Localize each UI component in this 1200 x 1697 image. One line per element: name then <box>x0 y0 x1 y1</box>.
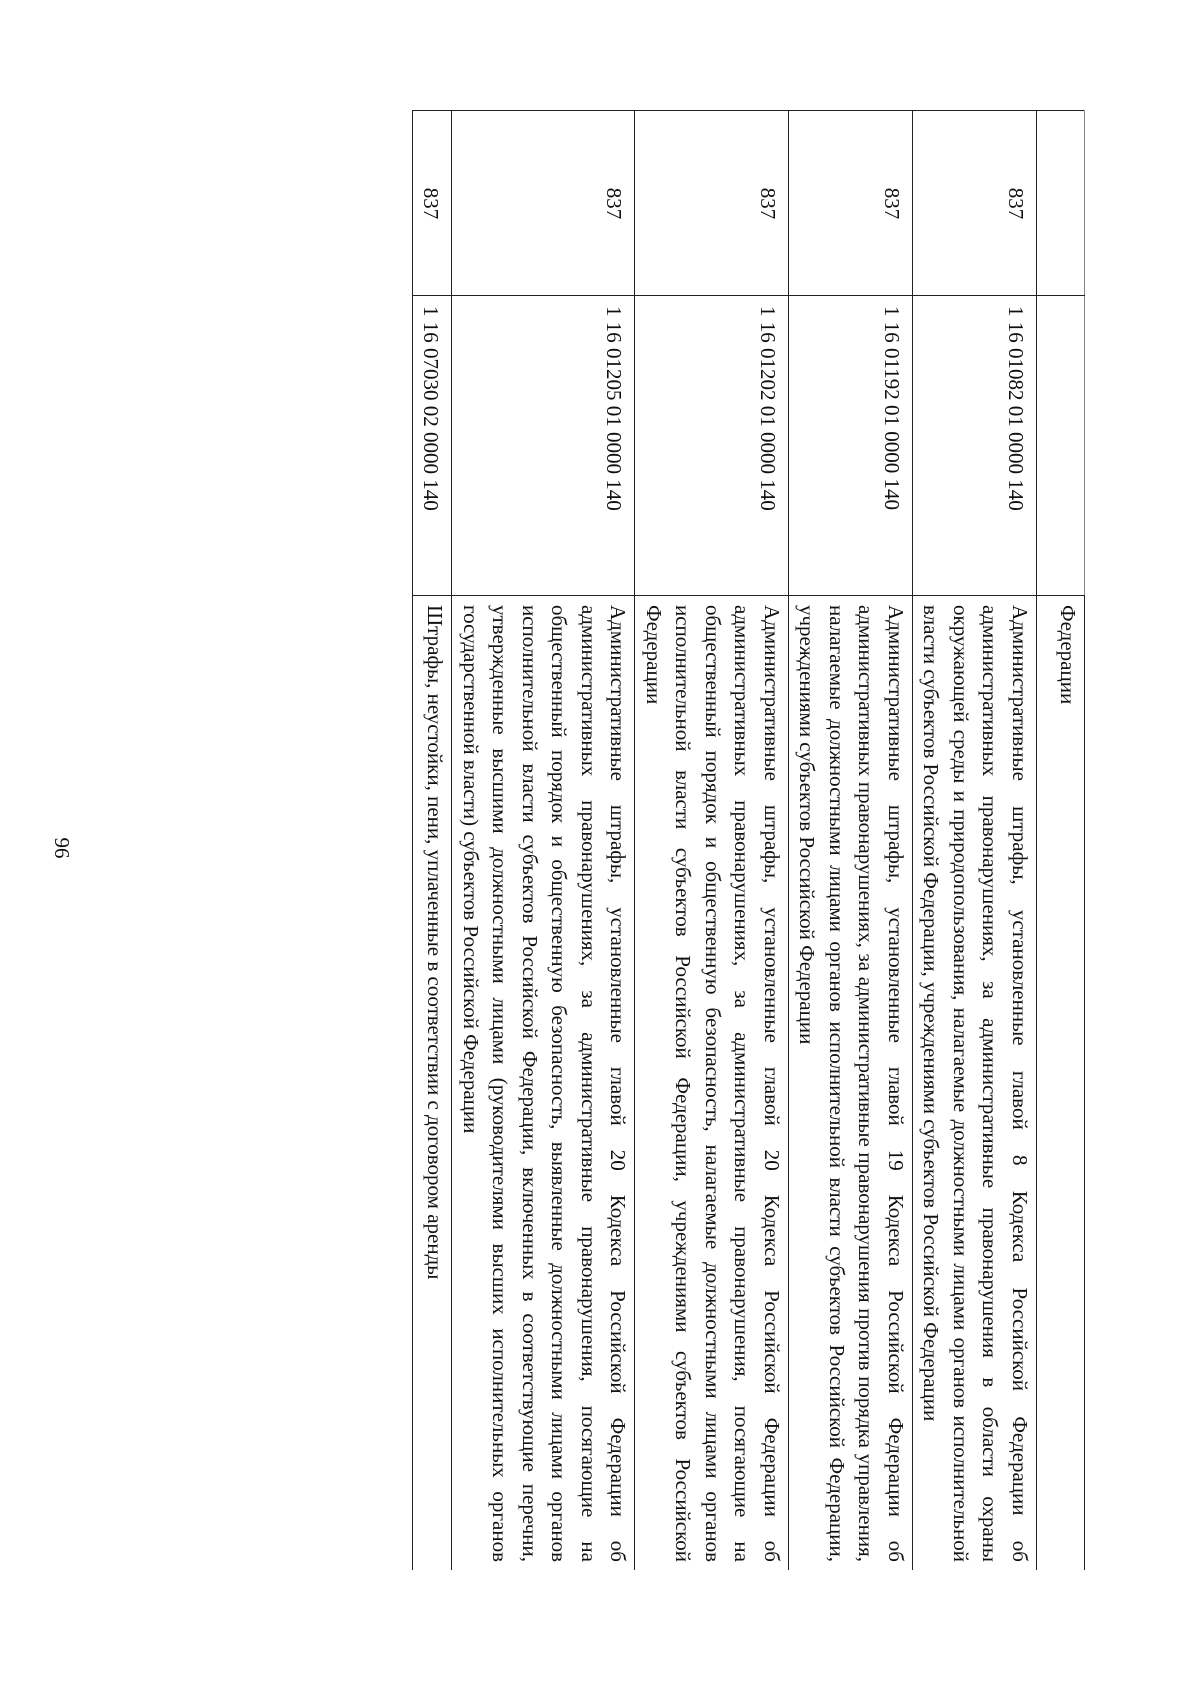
description-cell: Административные штрафы, установленные главой 20 Кодекса Российской Федерации об административных правонарушениях, за административные правонарушения, посягающие на общественный порядок и общественную безопасность, выявленные должностными лицами органов исполнительной власти субъектов Российской Федерации, включенных в соответствующие перечни, утвержденные высшими должностными лицами (руководителями высших исполнительных органов государственной власти) субъектов Российской Федерации <box>452 596 635 1571</box>
revenue-code-cell: 1 16 01082 01 0000 140 <box>913 296 1037 596</box>
description-cell: Административные штрафы, установленные главой 20 Кодекса Российской Федерации об административных правонарушениях, за административные правонарушения, посягающие на общественный порядок и общественную безопасность, налагаемые должностными лицами органов исполнительной власти субъектов Российской Федерации, учреждениями субъектов Российской Федерации <box>635 596 789 1571</box>
admin-code-cell: 837 <box>452 111 635 296</box>
admin-code-cell: 837 <box>913 111 1037 296</box>
revenue-code-cell: 1 16 01202 01 0000 140 <box>635 296 789 596</box>
admin-code-cell: 837 <box>789 111 913 296</box>
table-row <box>789 111 913 1571</box>
table-row <box>413 111 453 1571</box>
table-container <box>135 110 1085 1570</box>
description-cell: Административные штрафы, установленные главой 19 Кодекса Российской Федерации об административных правонарушениях, за административные правонарушения против порядка управления, налагаемые должностными лицами органов исполнительной власти субъектов Российской Федерации, учреждениями субъектов Российской Федерации <box>789 596 913 1571</box>
continuation-row <box>1037 111 1085 1571</box>
table-row <box>452 111 635 1571</box>
admin-code-cell: 837 <box>413 111 453 296</box>
revenue-code-table <box>412 110 1085 1570</box>
revenue-code-cell: 1 16 01192 01 0000 140 <box>789 296 913 596</box>
description-cell: Федерации <box>1037 596 1085 1571</box>
revenue-code-cell: 1 16 01205 01 0000 140 <box>452 296 635 596</box>
table-row <box>913 111 1037 1571</box>
revenue-code-cell: 1 16 07030 02 0000 140 <box>413 296 453 596</box>
page-number: 96 <box>50 837 74 859</box>
table-row <box>635 111 789 1571</box>
description-cell: Штрафы, неустойки, пени, уплаченные в соответствии с договором аренды <box>413 596 453 1571</box>
admin-code-cell <box>1037 111 1085 296</box>
revenue-code-cell <box>1037 296 1085 596</box>
admin-code-cell: 837 <box>635 111 789 296</box>
description-cell: Административные штрафы, установленные главой 8 Кодекса Российской Федерации об административных правонарушениях, за административные правонарушения в области охраны окружающей среды и природопользования, налагаемые должностными лицами органов исполнительной власти субъектов Российской Федерации, учреждениями субъектов Российской Федерации <box>913 596 1037 1571</box>
rotated-table-frame <box>135 110 1085 1570</box>
